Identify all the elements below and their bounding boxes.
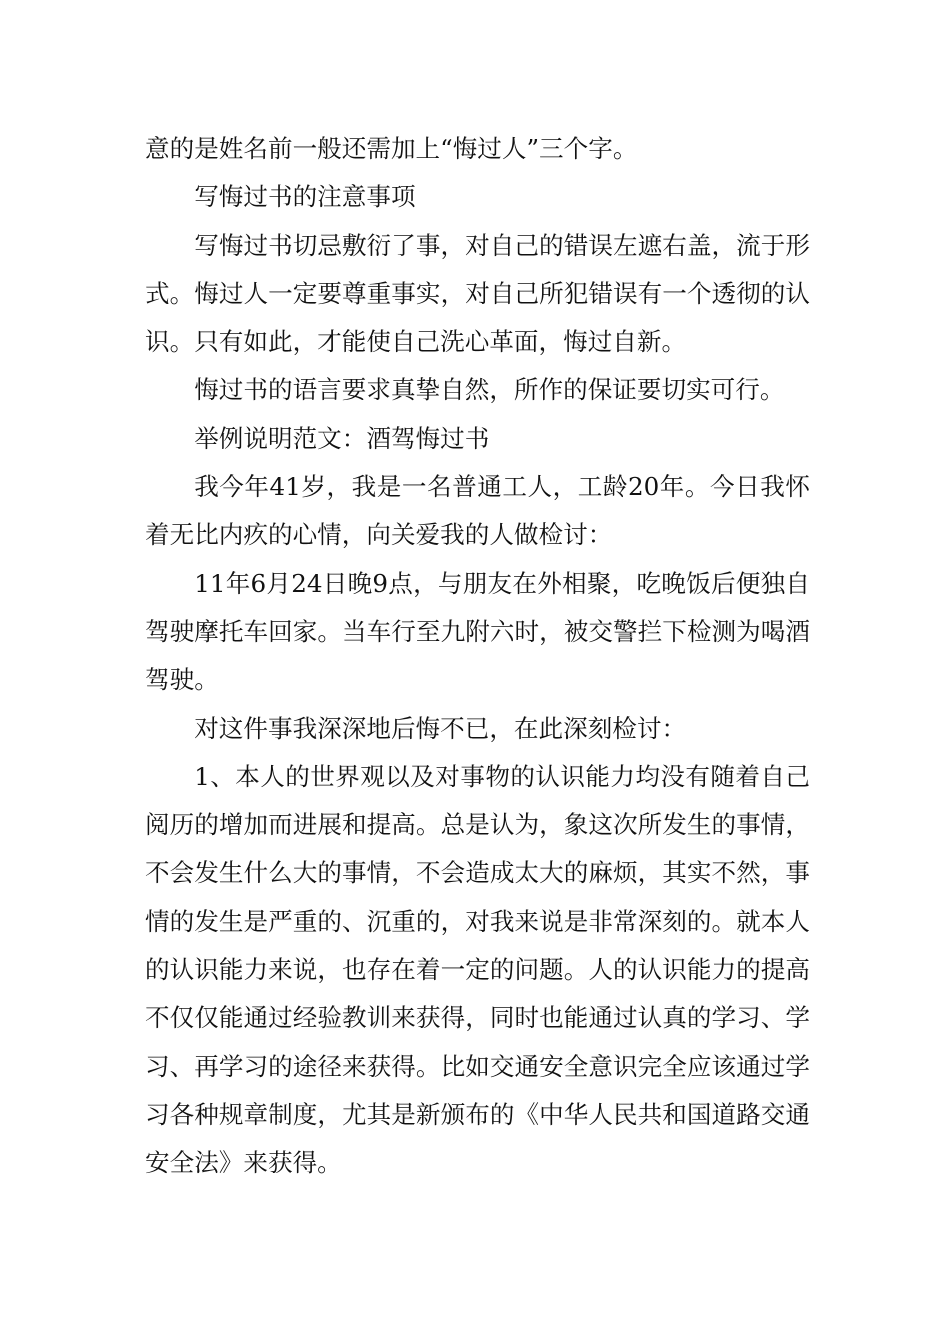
paragraph-point-1: 1、本人的世界观以及对事物的认识能力均没有随着自己阅历的增加而进展和提高。总是认为，象这次所发生的事情，不会发生什么大的事情，不会造成太大的麻烦，其实不然，事情的发生是严重的、沉重的，对我来说是非常深刻的。就本人的认识能力来说，也存在着一定的问题。人的认识能力的提高不仅仅能通过经验教训来获得，同时也能通过认真的学习、学习、再学习的途径来获得。比如交通安全意识完全应该通过学习各种规章制度，尤其是新颁布的《中华人民共和国道路交通安全法》来获得。 [145, 761, 810, 1178]
paragraph-continuation: 意的是姓名前一般还需加上“悔过人”三个字。 [145, 134, 638, 163]
example-heading: 举例说明范文：酒驾悔过书 [194, 423, 490, 453]
paragraph-intro: 我今年41岁，我是一名普通工人，工龄20年。今日我怀着无比内疚的心情，向关爱我的人做检讨： [145, 472, 810, 550]
document-body [145, 125, 810, 1188]
paragraph-notes-2: 悔过书的语言要求真挚自然，所作的保证要切实可行。 [194, 375, 785, 405]
section-heading-notes: 写悔过书的注意事项 [194, 182, 416, 212]
paragraph-incident: 11年6月24日晚9点，与朋友在外相聚，吃晚饭后便独自驾驶摩托车回家。当车行至九附六时，被交警拦下检测为喝酒驾驶。 [145, 568, 810, 695]
paragraph-regret: 对这件事我深深地后悔不已，在此深刻检讨： [194, 713, 687, 743]
paragraph-notes-1: 写悔过书切忌敷衍了事，对自己的错误左遮右盖，流于形式。悔过人一定要尊重事实，对自己所犯错误有一个透彻的认识。只有如此，才能使自己洗心革面，悔过自新。 [145, 230, 810, 357]
